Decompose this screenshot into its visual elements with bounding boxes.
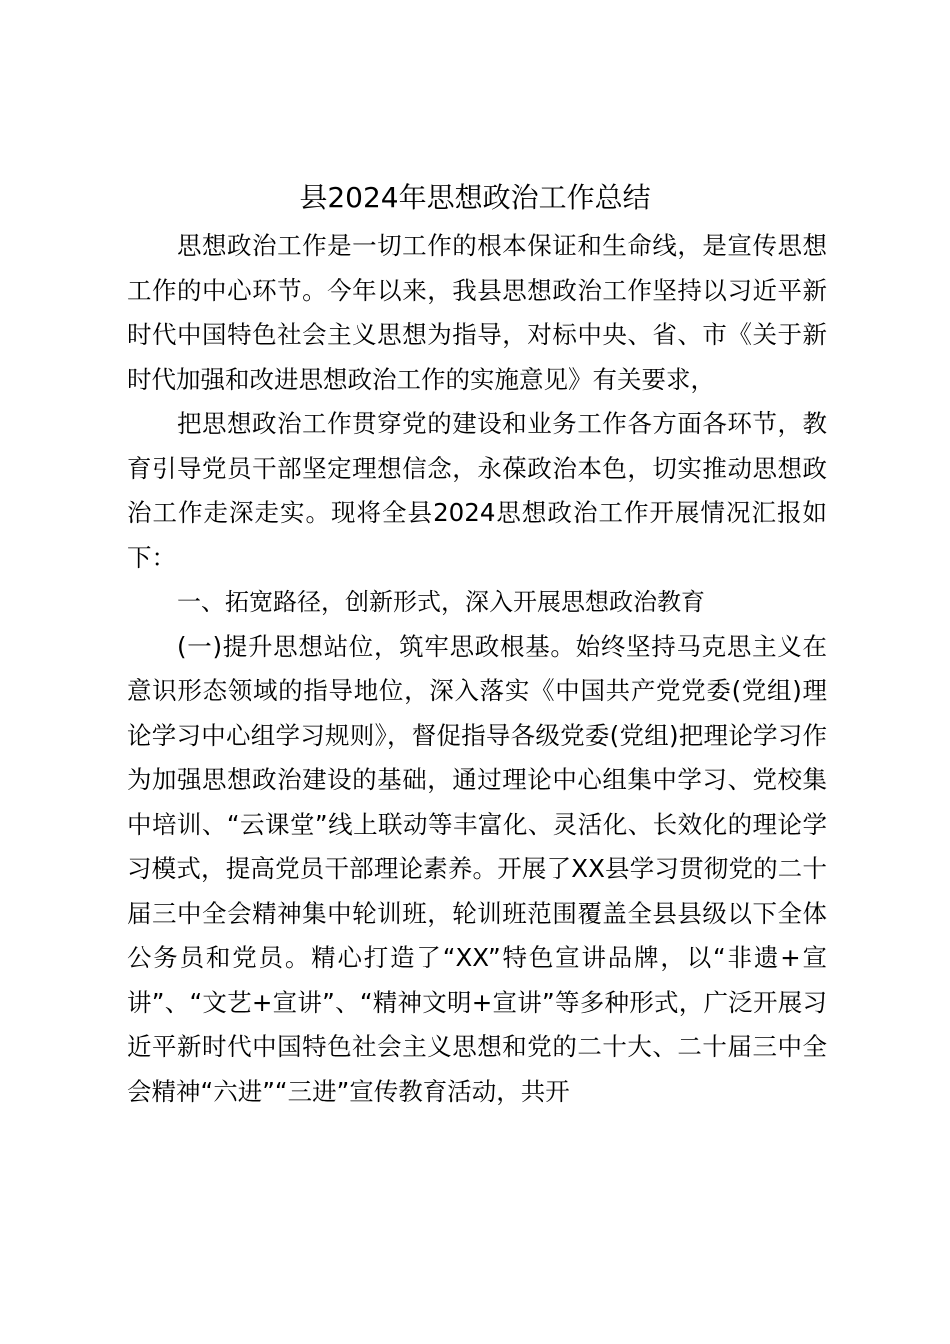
document-title: 县2024年思想政治工作总结 bbox=[299, 181, 651, 214]
paragraph-section-1-1: (一)提升思想站位，筑牢思政根基。始终坚持马克思主义在意识形态领域的指导地位，深入落实《中国共产党党委(党组)理论学习中心组学习规则》，督促指导各级党委(党组)把理论学习作为加强思想政治建设的基础，通过理论中心组集中学习、党校集中培训、“云课堂”线上联动等丰富化、灵活化、长效化的理论学习模式，提高党员干部理论素养。开展了XX县学习贯彻党的二十届三中全会精神集中轮训班，轮训班范围覆盖全县县级以下全体公务员和党员。精心打造了“XX”特色宣讲品牌，以“非遗+宣讲”、“文艺+宣讲”、“精神文明+宣讲”等多种形式，广泛开展习近平新时代中国特色社会主义思想和党的二十大、二十届三中全会精神“六进”“三进”宣传教育活动，共开 bbox=[127, 631, 827, 1106]
section-heading-1: 一、拓宽路径，创新形式，深入开展思想政治教育 bbox=[177, 588, 705, 616]
document-body bbox=[127, 224, 827, 1114]
paragraph-overview: 把思想政治工作贯穿党的建设和业务工作各方面各环节，教育引导党员干部坚定理想信念，永葆政治本色，切实推动思想政治工作走深走实。现将全县2024思想政治工作开展情况汇报如下： bbox=[127, 409, 827, 572]
paragraph-intro: 思想政治工作是一切工作的根本保证和生命线，是宣传思想工作的中心环节。今年以来，我县思想政治工作坚持以习近平新时代中国特色社会主义思想为指导，对标中央、省、市《关于新时代加强和改进思想政治工作的实施意见》有关要求， bbox=[127, 231, 827, 394]
